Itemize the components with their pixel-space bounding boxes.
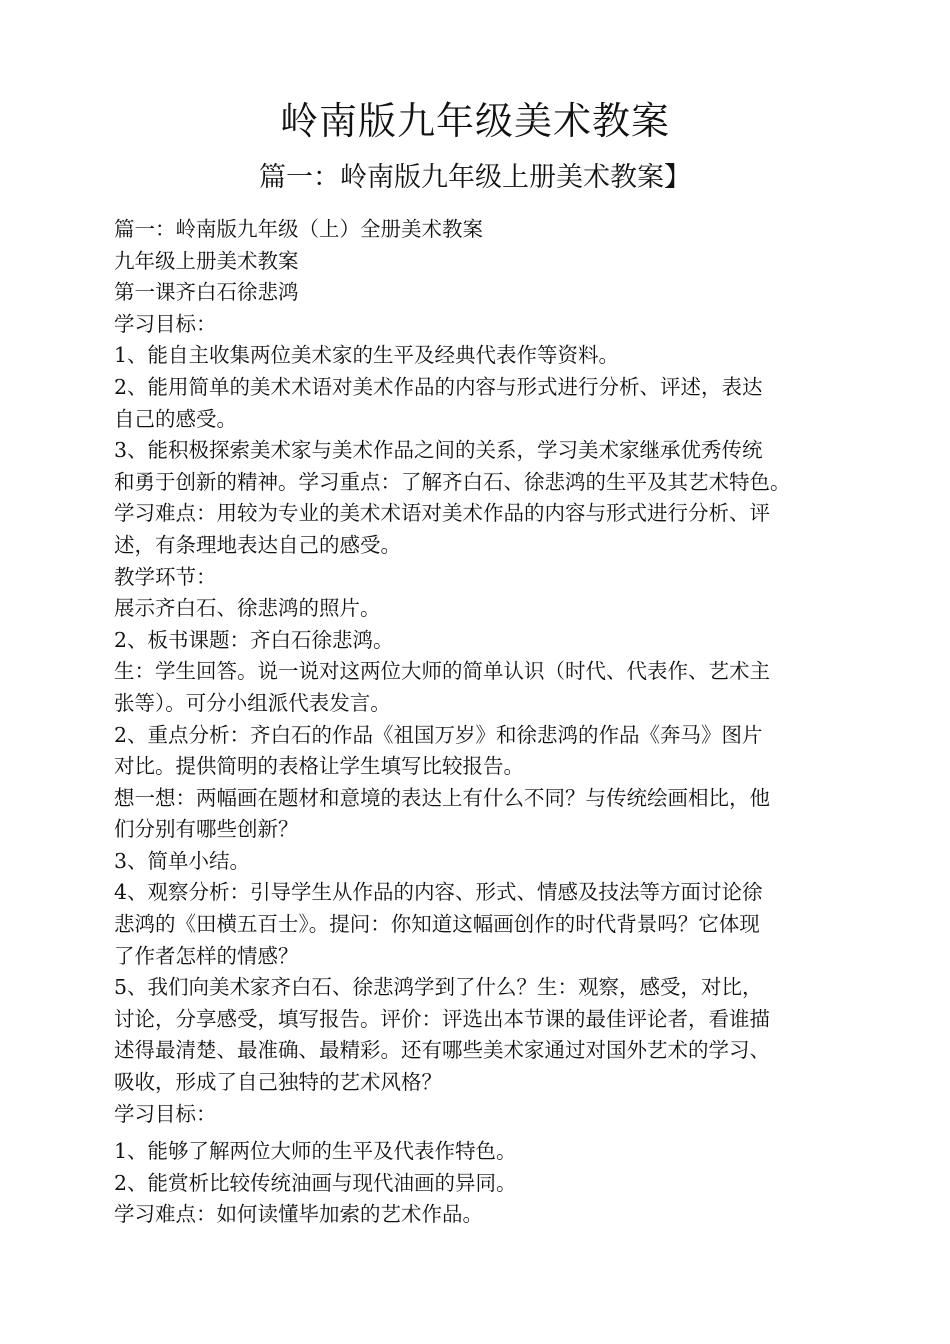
- paragraph-line: 第一课齐白石徐悲鸿: [114, 280, 299, 305]
- paragraph-line: 篇一：岭南版九年级（上）全册美术教案: [114, 217, 483, 241]
- paragraph-line: 了作者怎样的情感？: [114, 943, 299, 968]
- paragraph-line: 1、能自主收集两位美术家的生平及经典代表作等资料。: [114, 343, 620, 368]
- paragraph-line: 们分别有哪些创新？: [114, 817, 299, 842]
- document-subtitle: 篇一：岭南版九年级上册美术教案】: [259, 162, 691, 193]
- paragraph-line: 对比。提供简明的表格让学生填写比较报告。: [114, 754, 524, 779]
- paragraph-line: 1、能够了解两位大师的生平及代表作特色。: [114, 1139, 517, 1164]
- paragraph-line: 5、我们向美术家齐白石、徐悲鸿学到了什么？生：观察，感受，对比，: [114, 975, 763, 1000]
- paragraph-line: 学习难点：如何读懂毕加索的艺术作品。: [114, 1202, 483, 1227]
- paragraph-line: 悲鸿的《田横五百士》。提问：你知道这幅画创作的时代背景吗？它体现: [114, 912, 760, 937]
- paragraph-line: 讨论，分享感受，填写报告。评价：评选出本节课的最佳评论者，看谁描: [114, 1006, 770, 1031]
- paragraph-line: 2、重点分析：齐白石的作品《祖国万岁》和徐悲鸿的作品《奔马》图片: [114, 722, 763, 747]
- paragraph-line: 3、能积极探索美术家与美术作品之间的关系，学习美术家继承优秀传统: [114, 438, 763, 463]
- paragraph-line: 述，有条理地表达自己的感受。: [114, 532, 401, 557]
- paragraph-line: 述得最清楚、最准确、最精彩。还有哪些美术家通过对国外艺术的学习、: [114, 1038, 770, 1063]
- paragraph-line: 教学环节：: [114, 564, 217, 589]
- paragraph-line: 生：学生回答。说一说对这两位大师的简单认识（时代、代表作、艺术主: [114, 659, 770, 684]
- paragraph-line: 学习难点：用较为专业的美术术语对美术作品的内容与形式进行分析、评: [114, 501, 770, 526]
- paragraph-line: 展示齐白石、徐悲鸿的照片。: [114, 596, 381, 621]
- paragraph-line: 2、板书课题：齐白石徐悲鸿。: [114, 627, 394, 652]
- paragraph-line: 自己的感受。: [114, 406, 237, 431]
- paragraph-line: 张等）。可分小组派代表发言。: [114, 690, 391, 715]
- document-title: 岭南版九年级美术教案: [279, 99, 670, 143]
- paragraph-line: 想一想：两幅画在题材和意境的表达上有什么不同？与传统绘画相比，他: [114, 785, 770, 810]
- paragraph-line: 学习目标：: [114, 311, 217, 336]
- paragraph-line: 吸收，形成了自己独特的艺术风格？: [114, 1070, 442, 1095]
- paragraph-line: 2、能赏析比较传统油画与现代油画的异同。: [114, 1170, 517, 1195]
- paragraph-line: 九年级上册美术教案: [114, 248, 299, 273]
- paragraph-line: 3、简单小结。: [114, 848, 251, 873]
- document-body: [114, 214, 874, 1231]
- paragraph-line: 和勇于创新的精神。学习重点：了解齐白石、徐悲鸿的生平及其艺术特色。: [114, 469, 791, 494]
- paragraph-line: 学习目标：: [114, 1101, 217, 1126]
- paragraph-line: 2、能用简单的美术术语对美术作品的内容与形式进行分析、评述，表达: [114, 374, 763, 399]
- paragraph-line: 4、观察分析：引导学生从作品的内容、形式、情感及技法等方面讨论徐: [114, 880, 763, 905]
